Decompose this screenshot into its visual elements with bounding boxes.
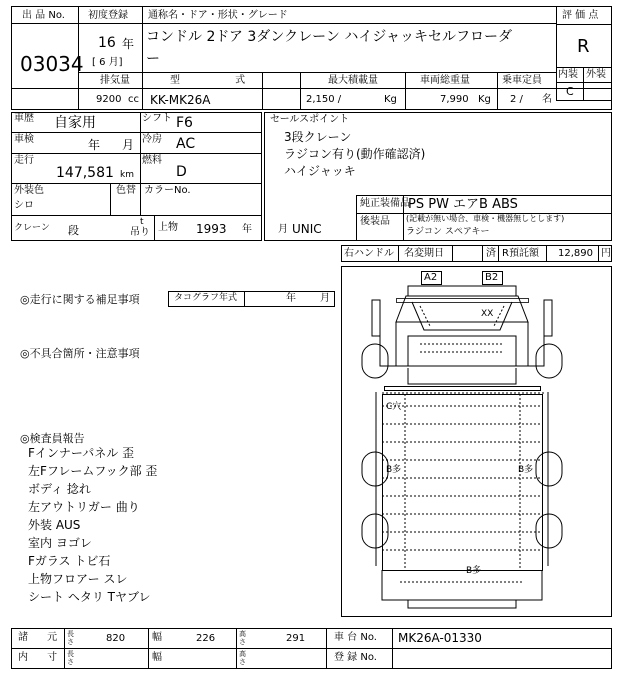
exterior-color-label: 外装色 [14,185,44,196]
driving-notes-label: ◎走行に関する補足事項 [20,293,140,306]
grade-label: 評 価 点 [562,10,599,21]
sales-point-1: 3段クレーン [284,130,352,144]
interior-grade-value: C [566,85,574,98]
grade-value: R [577,36,590,57]
interior-grade-label: 内装 [558,69,578,80]
tachograph-year-unit: 年 [286,293,296,304]
length-label: 長さ [67,630,74,646]
lot-number: 03034 [20,52,84,76]
color-change-label: 色替 [116,185,136,196]
defects-label: ◎不具合箇所・注意事項 [20,347,140,360]
damage-mark: A2 [424,272,438,283]
standard-equipment-label: 純正装備品 [360,198,410,209]
aftermarket-note: (記載が無い場合、車検・機器無しとします) [406,214,565,223]
body-month-unit: 月 [278,224,288,235]
gross-weight-unit: Kg [478,94,491,105]
first-registration-year: 16 [98,35,116,51]
model-label: 型 式 [170,75,272,86]
capacity-value: 2 / [510,94,523,105]
damage-mark: B多 [466,566,482,576]
displacement-unit: cc [128,94,139,105]
mileage-label: 走行 [14,155,34,166]
registration-label: 登 録 No. [334,652,377,663]
recycle-paid-label: 済 [486,248,496,259]
damage-mark: XX [481,309,494,319]
inspection-label: 車検 [14,134,34,145]
inspector-item: Fインナーパネル 歪 [28,446,135,460]
first-registration-label: 初度登録 [88,10,128,21]
standard-equipment: PS PW エアB ABS [408,197,518,212]
chassis-label: 車 台 No. [334,632,377,643]
dimensions-label: 諸 元 [18,632,66,643]
tachograph-month-unit: 月 [320,293,330,304]
tachograph-label: タコグラフ年式 [174,293,238,303]
shift-value: F6 [176,115,193,131]
damage-mark: B多 [518,465,534,475]
year-unit: 年 [122,37,135,51]
crane-label: クレーン [14,223,50,233]
height-value: 291 [286,633,306,644]
first-registration-month: [ 6 月] [92,57,123,68]
sales-point-2: ラジコン有り(動作確認済) [284,147,426,161]
car-name-continued: ー [146,51,160,67]
width-label: 幅 [152,632,162,643]
displacement-value: 9200 [96,94,122,105]
gross-weight-label: 車両総重量 [420,75,470,86]
aftermarket-label: 後装品 [360,216,390,227]
length-value: 820 [106,633,126,644]
body-year: 1993 [196,222,227,236]
inspector-item: Fガラス トビ石 [28,554,111,568]
inspector-item: 外装 AUS [28,518,81,532]
inspection-year-unit: 年 [88,138,101,152]
name-change-label: 名変期日 [404,248,444,259]
inspector-report-label: ◎検査員報告 [20,432,85,445]
history-label: 車歴 [14,113,34,124]
inner-length-label: 長さ [67,650,74,666]
width-value: 226 [196,633,216,644]
max-load-unit: Kg [384,94,397,105]
inner-dimensions-label: 内 寸 [18,652,66,663]
crane-stage-unit: 段 [68,224,79,237]
inspector-item: 上物フロアー スレ [28,572,128,586]
crane-ton-unit: t [140,217,144,227]
displacement-label: 排気量 [100,75,130,86]
inspector-item: 左アウトリガー 曲り [28,500,140,514]
inspector-item: 左Fフレームフック部 歪 [28,464,158,478]
damage-mark: B2 [485,272,499,283]
body-maker: UNIC [292,222,322,236]
capacity-unit: 名 [542,94,552,105]
inspector-item: シート ヘタリ Tヤブレ [28,590,151,604]
chassis-value: MK26A-01330 [398,631,482,645]
damage-mark: C穴 [386,402,402,412]
max-load-label: 最大積載量 [328,75,378,86]
capacity-label: 乗車定員 [502,75,542,86]
crane-lift-unit: 吊り [130,227,150,238]
car-name-label: 通称名・ドア・形状・グレード [148,10,288,21]
aftermarket-items: ラジコン スペアキー [406,227,490,237]
fuel-label: 燃料 [142,155,162,166]
height-label: 高さ [239,630,246,646]
recycle-deposit-value: 12,890 [558,248,593,259]
inspector-item: ボディ 捻れ [28,482,91,496]
inner-height-label: 高さ [239,650,246,666]
color-number-label: カラーNo. [144,185,191,196]
model-value: KK-MK26A [150,93,211,107]
steering-value: 右ハンドル [344,248,394,259]
yen-unit: 円 [601,248,611,259]
inspector-item: 室内 ヨゴレ [28,536,92,550]
lot-number-label: 出 品 No. [22,10,65,21]
body-year-unit: 年 [242,224,252,235]
sales-point-3: ハイジャッキ [284,164,356,178]
damage-mark: B多 [386,465,402,475]
car-name: コンドル 2ドア 3ダンクレーン ハイジャッキセルフローダ [146,29,513,45]
mileage-value: 147,581 [56,165,114,181]
mileage-unit: km [120,170,134,180]
exterior-color-value: シロ [14,200,34,211]
exterior-grade-label: 外装 [586,69,606,80]
sales-points-label: セールスポイント [270,114,350,125]
fuel-value: D [176,164,187,180]
gross-weight-value: 7,990 [440,94,469,105]
body-label: 上物 [158,222,178,233]
inspection-month-unit: 月 [122,138,135,152]
max-load-value: 2,150 / [306,94,342,105]
recycle-deposit-label: R預託額 [502,248,539,259]
inner-width-label: 幅 [152,652,162,663]
ac-value: AC [176,136,196,152]
ac-label: 冷房 [142,134,162,145]
history-value: 自家用 [54,115,96,131]
shift-label: シフト [142,113,172,124]
